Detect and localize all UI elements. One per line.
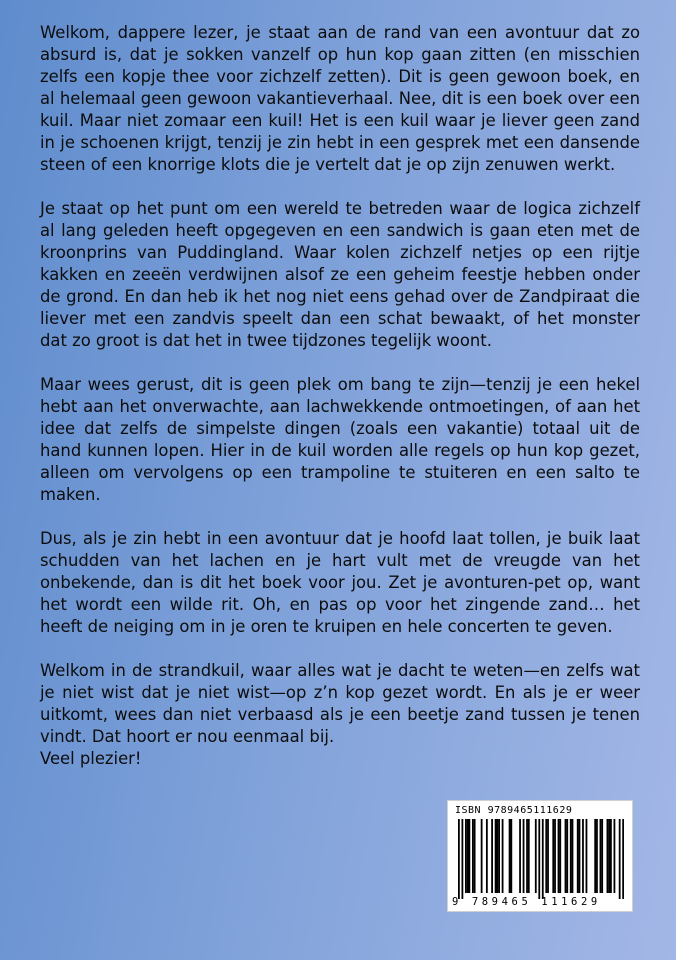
- barcode-bar: [547, 819, 549, 893]
- barcode-bar: [458, 819, 460, 899]
- paragraph-1: Welkom, dappere lezer, je staat aan de rand van een avontuur dat zo absurd is, dat je sokken vanzelf op hun kop gaan zitten (en misschien zelfs een kopje thee voor zichzelf zetten). Dit is geen gewoon boek, en al helemaal geen gewoon vakantieverhaal. Nee, dit is een boek over een kuil. Maar niet zomaar een kuil! Het is een kuil waar je liever geen zand in je schoenen krijgt, tenzij je zin hebt in een gesprek met een dansende steen of een knorrige klots die je vertelt dat je op zijn zenuwen werkt.: [40, 23, 640, 174]
- barcode-bar: [565, 819, 567, 893]
- barcode-bar: [526, 819, 528, 893]
- barcode-bar: [491, 819, 493, 893]
- barcode-bar: [535, 819, 537, 893]
- barcode-bar: [495, 819, 497, 893]
- barcode-bars: [458, 819, 624, 899]
- barcode-bar: [610, 819, 612, 893]
- barcode-bar: [502, 819, 504, 893]
- barcode-bar: [468, 819, 470, 893]
- barcode-bar: [570, 819, 572, 893]
- isbn-barcode: [447, 800, 633, 912]
- barcode-bar: [586, 819, 588, 893]
- barcode-bar: [496, 819, 498, 893]
- barcode-bar: [545, 819, 547, 893]
- barcode-bar: [582, 819, 584, 893]
- barcode-bar: [594, 819, 596, 893]
- barcode-bar: [577, 819, 579, 893]
- barcode-bar: [558, 819, 560, 893]
- barcode-bar: [554, 819, 556, 893]
- barcode-bar: [510, 819, 512, 893]
- barcode-bar: [600, 819, 602, 893]
- barcode-bar: [566, 819, 568, 893]
- barcode-bar: [552, 819, 554, 893]
- barcode-bar: [601, 819, 603, 893]
- barcode-bar: [528, 819, 530, 893]
- paragraph-2: Je staat op het punt om een wereld te betreden waar de logica zichzelf al lang geleden heeft opgegeven en een sandwich is gaan eten met de kroonprins van Puddingland. Waar kolen zichzelf netjes op een rijtje kakken en zeeën verdwijnen alsof ze een geheim feestje hebben onder de grond. En dan heb ik het nog niet eens gehad over de Zandpiraat die liever met een zandvis speelt dan een schat bewaakt, of het monster dat zo groot is dat het in twee tijdzones tegelijk woont.: [40, 199, 640, 350]
- barcode-bar: [559, 819, 561, 893]
- barcode-bar: [519, 819, 521, 893]
- back-cover-text: [40, 22, 640, 770]
- barcode-bar: [481, 819, 483, 893]
- barcode-bar: [622, 819, 624, 899]
- barcode-bar: [538, 819, 540, 899]
- isbn-digits: 9 789465 111629: [452, 896, 601, 908]
- barcode-bar: [607, 819, 609, 893]
- paragraph-5: Welkom in de strandkuil, waar alles wat je dacht te weten—en zelfs wat je niet wist dat je niet wist—op z’n kop gezet wordt. En als je er weer uitkomt, wees dan niet verbaasd als je een beetje zand tussen je tenen vindt. Dat hoort er nou eenmaal bij.: [40, 661, 640, 746]
- barcode-bar: [608, 819, 610, 893]
- paragraph-4: Dus, als je zin hebt in een avontuur dat je hoofd laat tollen, je buik laat schudden van het lachen en je hart vult met de vreugde van het onbekende, dan is dit het boek voor jou. Zet je avonturen-pet op, want het wordt een wilde rit. Oh, en pas op voor het zingende zand… het heeft de neiging om in je oren te kruipen en hele concerten te geven.: [40, 529, 640, 636]
- barcode-bar: [461, 819, 463, 899]
- barcode-bar: [542, 819, 544, 899]
- paragraph-3: Maar wees gerust, dit is geen plek om bang te zijn—tenzij je een hekel hebt aan het onverwachte, aan lachwekkende ontmoetingen, of aan het idee dat zelfs de simpelste dingen (zoals een vakantie) totaal uit de hand kunnen lopen. Hier in de kuil worden alle regels op hun kop gezet, alleen om vervolgens op een trampoline te stuiteren en een salto te maken.: [40, 375, 640, 504]
- barcode-bar: [579, 819, 581, 893]
- barcode-bar: [467, 819, 469, 893]
- barcode-bar: [486, 819, 488, 893]
- barcode-bar: [474, 819, 476, 893]
- barcode-bar: [498, 819, 500, 893]
- barcode-bar: [614, 819, 616, 893]
- barcode-bar: [572, 819, 574, 893]
- barcode-bar: [619, 819, 621, 899]
- barcode-bar: [596, 819, 598, 893]
- isbn-label: ISBN 9789465111629: [455, 805, 573, 816]
- barcode-bar: [523, 819, 525, 893]
- barcode-bar: [472, 819, 474, 893]
- closing-line: Veel plezier!: [40, 749, 142, 768]
- barcode-bar: [509, 819, 511, 893]
- barcode-bar: [465, 819, 467, 893]
